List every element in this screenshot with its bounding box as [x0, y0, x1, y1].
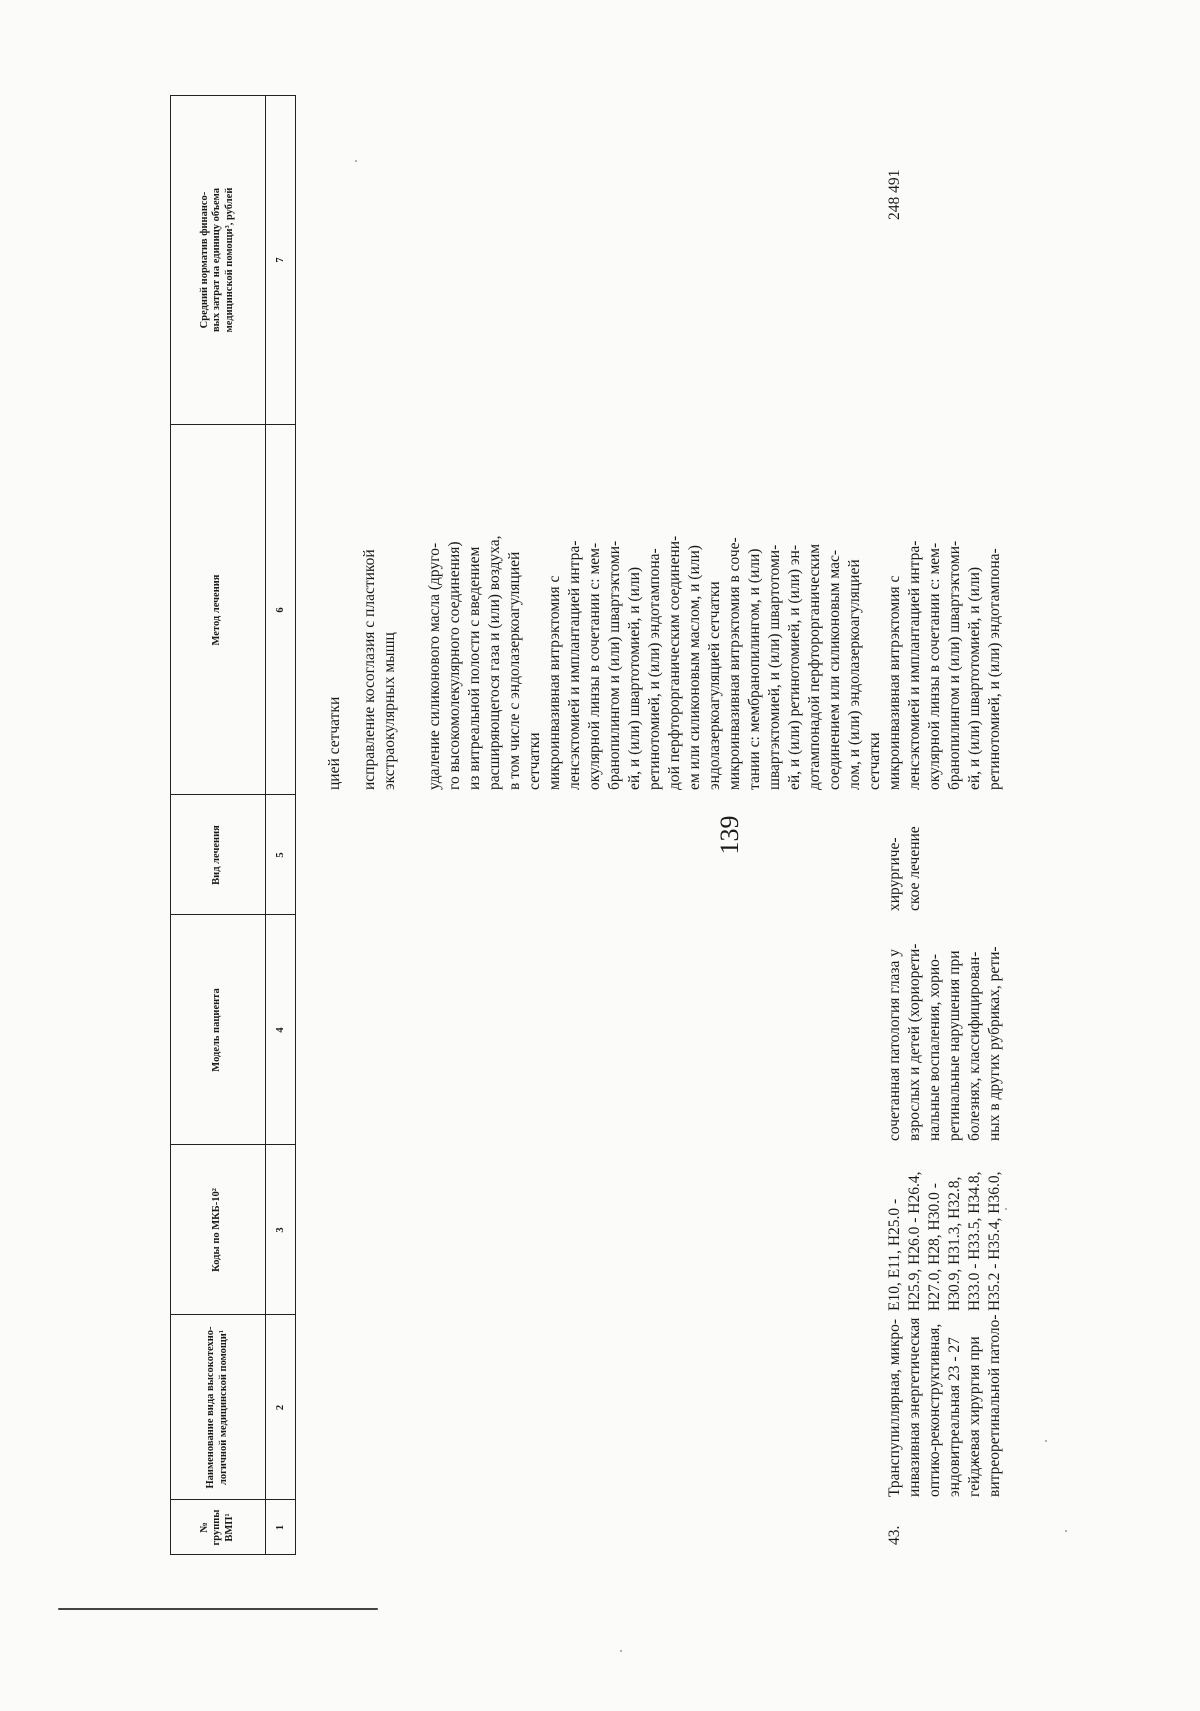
column-number-6: 6 [274, 607, 286, 613]
header-icd-codes: Коды по МКБ-10² [211, 1188, 223, 1272]
column-number-3: 3 [274, 1227, 286, 1233]
method-vitrectomy-lensectomy: микроинвазивная витрэктомия с ленсэктомией и имплантацией интра- окулярной линзы в сочетании с: мем- бранопилингом и (или) швартэктоми- ей, и (или) швартотомией, и (или) ретинотомией, и (или) эндотампона- дой перфторорганическим соединени- ем или силиконовым маслом, и (или) эндолазеркоагуляцией сетчатки [546, 535, 723, 790]
method-silicone-oil-removal: удаление силиконового масла (друго- го высокомолекулярного соединения) из витреальной полости с введением расширяющегося газа и (или) воздуха, в том числе с эндолазеркоагуляцией сетчатки [426, 535, 543, 790]
column-number-2: 2 [274, 1404, 286, 1411]
method-vitrectomy-combined: микроинвазивная витрэктомия в соче- тании с: мембранопилингом, и (или) швартэктомией, и (или) швартотоми- ей, и (или) ретинотомией, и (или) эн- дотампонадой перфторорганическим соединением или силиконовым мас- лом, и (или) эндолазеркоагуляцией сетчатки [726, 537, 883, 790]
method-strabismus-correction: исправление косоглазия с пластикой экстраокулярных мышц [361, 549, 398, 790]
header-cost: Средний норматив финансо- вых затрат на единицу объема медицинской помощи³, рублей [199, 187, 235, 333]
row-patient-model: сочетанная патология глаза у взрослых и детей (хориорети- нальные воспаления, хорио- ретинальные нарушения при болезнях, классифицирован- ных в других рубриках, рети- [886, 943, 1003, 1141]
table-header [170, 95, 320, 1555]
rotated-table-sheet [170, 95, 1200, 1555]
column-number-7: 7 [274, 257, 286, 263]
method-continuation-retina: цией сетчатки [326, 696, 343, 790]
row-cost: 248 491 [886, 169, 903, 220]
row-treatment-type: хирургиче- ское лечение [886, 826, 923, 911]
header-patient-model: Модель пациента [211, 988, 223, 1072]
header-treatment-method: Метод лечения [211, 574, 223, 646]
row-vmp-name: Транспупиллярная, микро- инвазивная энергетическая оптико-реконструктивная, эндовитреальная 23 - 27 гейджевая хирургия при витреоретинальной патоло- [886, 1314, 1003, 1497]
column-number-1: 1 [274, 1524, 286, 1531]
row-treatment-method: микроинвазивная витрэктомия с ленсэктомией и имплантацией интра- окулярной линзы в сочетании с: мем- бранопилингом и (или) швартэктоми- ей, и (или) швартотомией, и (или) ретинотомией, и (или) эндотампона- [886, 540, 1003, 790]
header-vmp-name: Наименование вида высокотехно- логичной медицинской помощи¹ [205, 1326, 229, 1489]
header-treatment-type: Вид лечения [211, 825, 223, 885]
page-number: 139 [715, 815, 744, 855]
column-number-4: 4 [274, 1027, 286, 1033]
row-icd-codes: E10, E11, H25.0 - H25.9, H26.0 - H26.4, H27.0, H28, H30.0 - H30.9, H31.3, H32.8, H33.0 - H33.5, H34.8, H35.2 - H35.4, H36.0, [886, 1171, 1003, 1311]
column-number-5: 5 [274, 852, 286, 858]
row-group-number: 43. [886, 1525, 903, 1545]
header-group-no: № группы ВМП¹ [199, 1509, 235, 1546]
